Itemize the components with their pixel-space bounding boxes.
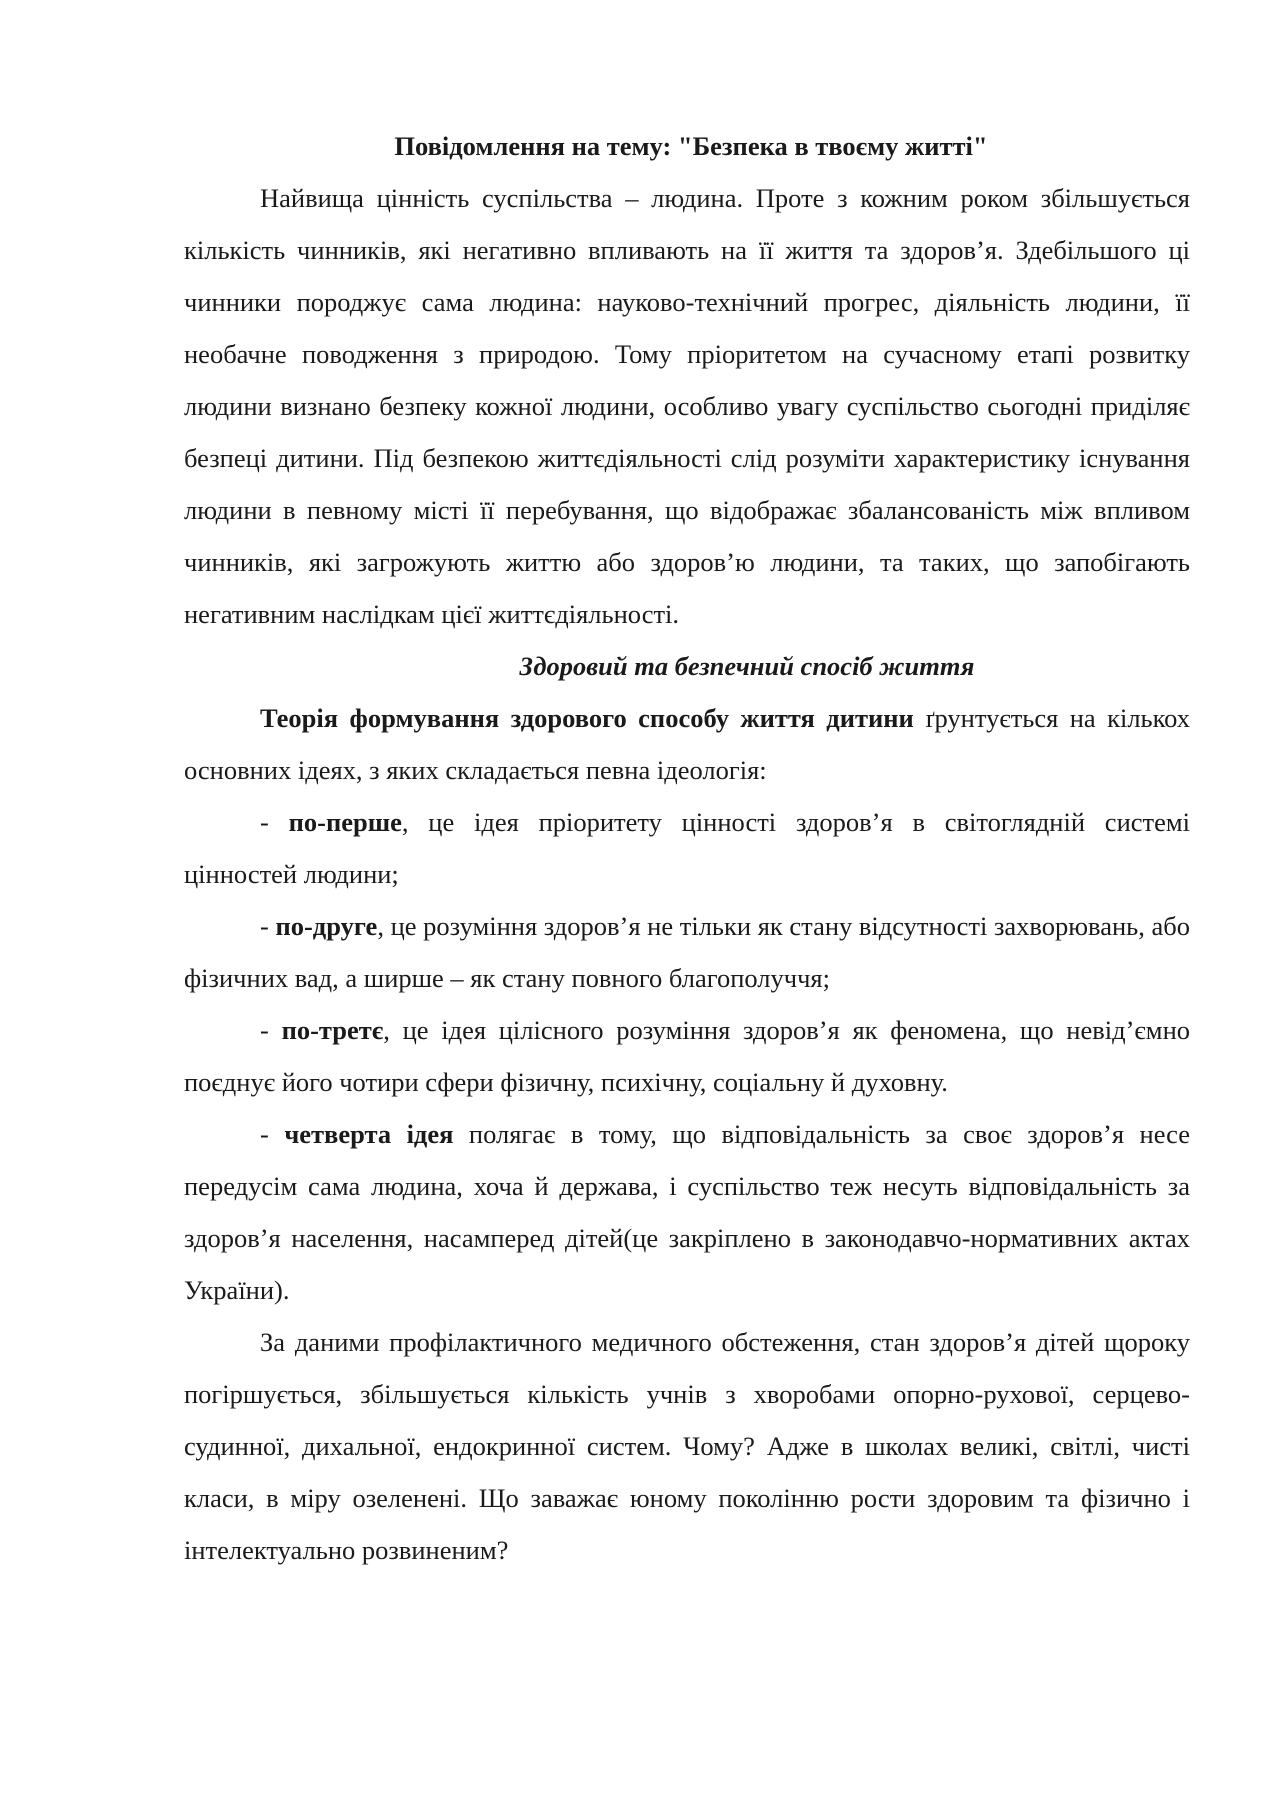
idea-paragraph-3 [184, 1004, 1190, 1108]
theory-text: ґрунтується на кількох основних ідеях, з яких складається певна ідеологія: [184, 703, 1191, 785]
idea-text: полягає в тому, що відповідальність за своє здоров’я несе передусім сама людина, хоча й держава, і суспільство теж несуть відповідальність за здоров’я населення, насамперед дітей(це закріплено в законодавчо-нормативних актах України). [184, 1119, 1190, 1305]
section-heading: Здоровий та безпечний спосіб життя [519, 651, 975, 681]
idea-dash: - [260, 807, 289, 837]
idea-text: , це ідея цілісного розуміння здоров’я як феномена, що невід’ємно поєднує його чотири сфери фізичну, психічну, соціальну й духовну. [184, 1015, 1191, 1097]
page-title: Повідомлення на тему: "Безпека в твоєму житті" [394, 131, 988, 161]
idea-bold-label: по-друге [275, 911, 378, 941]
idea-bold-label: четверта ідея [284, 1119, 454, 1149]
theory-paragraph [184, 692, 1190, 796]
idea-paragraph-1 [184, 796, 1190, 900]
idea-text: , це розуміння здоров’я не тільки як стану відсутності захворювань, або фізичних вад, а ширше – як стану повного благополуччя; [184, 911, 1190, 993]
idea-dash: - [260, 1119, 285, 1149]
closing-paragraph: За даними профілактичного медичного обстеження, стан здоров’я дітей щороку погіршується, збільшується кількість учнів з хворобами опорно-рухової, серцево-судинної, дихальної, ендокринної систем. Чому? Адже в школах великі, світлі, чисті класи, в міру озеленені. Що заважає юному поколінню рости здоровим та фізично і інтелектуально розвиненим? [184, 1327, 1190, 1565]
idea-dash: - [260, 911, 276, 941]
document-page [184, 120, 1190, 1576]
idea-bold-label: по-третє [281, 1015, 384, 1045]
idea-paragraph-4 [184, 1108, 1190, 1316]
idea-dash: - [260, 1015, 282, 1045]
idea-bold-label: по-перше [288, 807, 402, 837]
idea-text: , це ідея пріоритету цінності здоров’я в світоглядній системі цінностей людини; [184, 807, 1190, 889]
idea-paragraph-2 [184, 900, 1190, 1004]
theory-bold-text: Теорія формування здорового способу життя дитини [260, 703, 914, 733]
intro-paragraph: Найвища цінність суспільства – людина. Проте з кожним роком збільшується кількість чинників, які негативно впливають на її життя та здоров’я. Здебільшого ці чинники породжує сама людина: науково-технічний прогрес, діяльність людини, її необачне поводження з природою. Тому пріоритетом на сучасному етапі розвитку людини визнано безпеку кожної людини, особливо увагу суспільство сьогодні приділяє безпеці дитини. Під безпекою життєдіяльності слід розуміти характеристику існування людини в певному місті її перебування, що відображає збалансованість між впливом чинників, які загрожують життю або здоров’ю людини, та таких, що запобігають негативним наслідкам цієї життєдіяльності. [184, 183, 1190, 629]
